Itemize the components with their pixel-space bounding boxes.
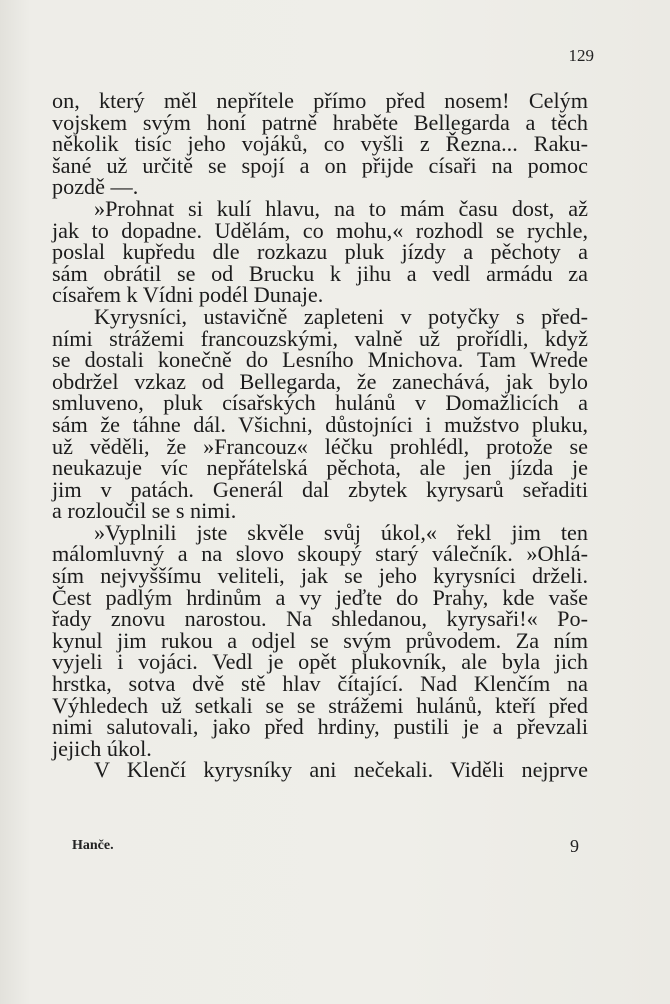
text-line: smluveno, pluk císařských hulánů v Domažlicích a bbox=[52, 390, 588, 416]
page-number: 129 bbox=[568, 46, 594, 65]
text-line: sám obrátil se od Brucku k jihu a vedl armádu za bbox=[52, 260, 588, 286]
text-line: se dostali konečně do Lesního Mnichova. Tam Wrede bbox=[52, 347, 588, 373]
text-line: sám že táhne dál. Všichni, důstojníci i mužstvo pluku, bbox=[52, 411, 588, 437]
text-line: vyjeli i vojáci. Vedl je opět plukovník, ale byla jich bbox=[52, 649, 588, 675]
text-line: »Vyplnili jste skvěle svůj úkol,« řekl jim ten bbox=[94, 519, 588, 545]
text-line: on, který měl nepřítele přímo před nosem! Celým bbox=[52, 88, 588, 113]
text-line: císařem k Vídni podél Dunaje. bbox=[52, 282, 324, 308]
text-line: kynul jim rukou a odjel se svým průvodem. Za ním bbox=[52, 627, 588, 653]
text-line: vojskem svým honí patrně hraběte Bellegarda a těch bbox=[52, 109, 588, 135]
text-line: hrstka, sotva dvě stě hlav čítající. Nad Klenčím na bbox=[52, 671, 588, 697]
text-line: jim v patách. Generál dal zbytek kyrysarů seřaditi bbox=[52, 476, 588, 502]
text-line: šané už určitě se spojí a on přijde císaři na pomoc bbox=[52, 152, 588, 178]
text-line: Čest padlým hrdinům a vy jeďte do Prahy, kde vaše bbox=[52, 584, 588, 610]
text-line: málomluvný a na slovo skoupý starý válečník. »Ohlá- bbox=[52, 541, 588, 567]
body-text bbox=[52, 90, 588, 781]
text-line: a rozloučil se s nimi. bbox=[52, 498, 237, 524]
text-line: už věděli, že »Francouz« léčku prohlédl, protože se bbox=[52, 433, 588, 459]
printer-signature: Hanče. bbox=[72, 838, 114, 853]
text-line: obdržel vzkaz od Bellegarda, že zanechává, jak bylo bbox=[52, 368, 588, 394]
sheet-number: 9 bbox=[570, 836, 579, 856]
text-line: několik tisíc jeho vojáků, co vyšli z Řezna... Raku- bbox=[52, 131, 588, 157]
text-line: jejich úkol. bbox=[52, 735, 152, 761]
text-line: řady znovu narostou. Na shledanou, kyrysaři!« Po- bbox=[52, 606, 588, 632]
text-line: neukazuje víc nepřátelská pěchota, ale jen jízda je bbox=[52, 455, 588, 481]
text-line: jak to dopadne. Udělám, co mohu,« rozhodl se rychle, bbox=[52, 217, 588, 243]
text-line: Kyrysníci, ustavičně zapleteni v potyčky s před- bbox=[94, 303, 588, 329]
text-line: Výhledech už setkali se se strážemi hulánů, kteří před bbox=[52, 692, 588, 718]
text-line: »Prohnat si kulí hlavu, na to mám času dost, až bbox=[94, 195, 588, 221]
text-line: nimi salutovali, jako před hrdiny, pustili je a převzali bbox=[52, 714, 588, 740]
text-line: poslal kupředu dle rozkazu pluk jízdy a pěchoty a bbox=[52, 239, 588, 265]
text-line: sím nejvyššímu veliteli, jak se jeho kyrysníci drželi. bbox=[52, 563, 588, 589]
text-line: V Klenčí kyrysníky ani nečekali. Viděli nejprve bbox=[94, 757, 588, 783]
text-line: ními strážemi francouzskými, valně už prořídli, když bbox=[52, 325, 588, 351]
text-line: pozdě —. bbox=[52, 174, 139, 200]
